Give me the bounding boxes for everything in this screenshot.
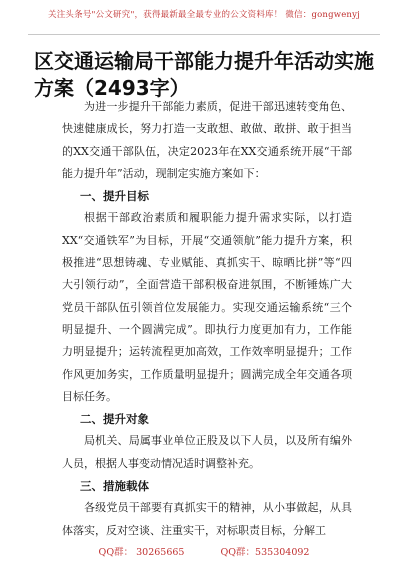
footer-qq-group-1: QQ群： 30265665 [98, 547, 185, 558]
intro-paragraph: 为进一步提升干部能力素质，促进干部迅速转变角色、快速健康成长，努力打造一支敢想、敢做、敢拼、敢于担当的XX交通干部队伍，决定2023年在XX交通系统开展“干部能力提升年”活动，现制定实施方案如下： [62, 100, 352, 180]
section-heading-targets: 二、提升对象 [80, 412, 149, 427]
document-title: 区交通运输局干部能力提升年活动实施方案（2493字） [34, 49, 374, 100]
document-body [62, 96, 352, 542]
footer [0, 544, 408, 558]
header-banner: 关注头条号"公文研究"，获得最新最全最专业的公文资料库！ 微信：gongwenyj [48, 10, 360, 20]
section-paragraph: 各级党员干部要有真抓实干的精神，从小事做起，从具体落实，反对空谈、注重实干，对标职责目标，分解工 [62, 501, 352, 537]
section-heading-measures: 三、措施载体 [80, 479, 149, 494]
header-divider [28, 34, 380, 35]
section-paragraph: 局机关、局属事业单位正股及以下人员，以及所有编外人员，根据人事变动情况适时调整补充。 [62, 434, 352, 470]
footer-qq-group-2: QQ群：535304092 [220, 547, 310, 558]
section-paragraph: 根据干部政治素质和履职能力提升需求实际，以打造XX“交通铁军”为目标，开展“交通领航”能力提升方案，积极推进“思想铸魂、专业赋能、真抓实干、晾晒比拼”等“四大引领行动”，全面营造干部积极奋进氛围，不断锤炼广大党员干部队伍引领首位发展能力。实现交通运输系统“三个明显提升、一个圆满完成”。即执行力度更加有力，工作能力明显提升；运转流程更加高效，工作效率明显提升；工作作风更加务实，工作质量明显提升；圆满完成全年交通各项目标任务。 [62, 211, 352, 403]
section-heading-goals: 一、提升目标 [80, 189, 149, 204]
